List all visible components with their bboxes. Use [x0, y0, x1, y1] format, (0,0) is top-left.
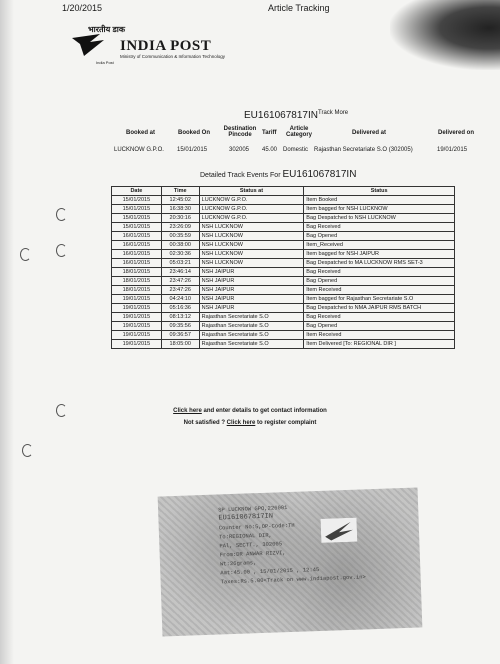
date-cell: 15/01/2015 — [112, 196, 162, 205]
time-cell: 02:30:36 — [161, 250, 199, 259]
logo-name: INDIA POST — [120, 38, 212, 54]
table-row — [112, 268, 455, 277]
table-row — [112, 322, 455, 331]
track-more-link[interactable]: Track More — [318, 110, 349, 116]
status-at-cell: NSH LUCKNOW — [199, 250, 304, 259]
stamp-line: Taxes:Rs.5.00<Track on www.indiapost.gov.in> — [220, 573, 366, 586]
status-cell: Bag Opened — [304, 322, 455, 331]
india-post-emblem-icon — [321, 518, 358, 543]
table-row — [112, 286, 455, 295]
status-cell: Item bagged for Rajasthan Secretariate S.O — [304, 295, 455, 304]
corner-shadow — [390, 0, 500, 70]
status-at-cell: NSH JAIPUR — [199, 295, 304, 304]
page-edge-shadow — [0, 0, 14, 664]
tariff-value: 45.00 — [262, 147, 278, 153]
pincode-header: Destination Pincode — [223, 126, 257, 138]
time-cell: 00:35:59 — [161, 232, 199, 241]
punch-hole — [20, 248, 31, 261]
status-at-cell: NSH LUCKNOW — [199, 241, 304, 250]
table-row — [112, 313, 455, 322]
time-cell: 20:30:16 — [161, 214, 199, 223]
tariff-header: Tariff — [262, 130, 277, 136]
status-at-cell: NSH LUCKNOW — [199, 232, 304, 241]
status-at-cell: NSH JAIPUR — [199, 286, 304, 295]
time-cell: 09:35:56 — [161, 322, 199, 331]
date-cell: 15/01/2015 — [112, 223, 162, 232]
track-events-table — [111, 186, 455, 349]
date-cell: 18/01/2015 — [112, 286, 162, 295]
punch-hole — [22, 444, 33, 457]
status-at-cell: NSH JAIPUR — [199, 304, 304, 313]
status-cell: Bag Opened — [304, 232, 455, 241]
table-row — [112, 295, 455, 304]
table-row — [112, 214, 455, 223]
logo-small-text: India Post — [96, 60, 114, 65]
table-row — [112, 205, 455, 214]
booked-at-header: Booked at — [126, 130, 156, 136]
page-title: Article Tracking — [268, 3, 330, 13]
status-cell: Bag Opened — [304, 277, 455, 286]
complaint-click-here-link[interactable]: Click here — [226, 420, 256, 426]
status-cell: Item Received — [304, 286, 455, 295]
detail-title-prefix: Detailed Track Events For — [200, 172, 281, 179]
date-cell: 15/01/2015 — [112, 214, 162, 223]
date-cell: 16/01/2015 — [112, 241, 162, 250]
time-cell: 23:47:26 — [161, 277, 199, 286]
time-cell: 23:46:14 — [161, 268, 199, 277]
time-cell: 04:24:10 — [161, 295, 199, 304]
date-cell: 16/01/2015 — [112, 232, 162, 241]
complaint-prefix-text: Not satisfied ? — [183, 420, 227, 426]
status-cell: Item bagged for NSH JAIPUR — [304, 250, 455, 259]
delivered-at-value: Rajasthan Secretariate S.O (302005) — [314, 147, 413, 153]
print-date: 1/20/2015 — [62, 3, 103, 13]
status-cell: Item Delivered [To: REGIONAL DIR ] — [304, 340, 455, 349]
stamp-line: PAl, SECTT., 302005 — [219, 540, 283, 550]
track-events-body — [112, 196, 455, 349]
time-cell: 09:36:57 — [161, 331, 199, 340]
time-cell: 23:47:26 — [161, 286, 199, 295]
status-at-cell: NSH LUCKNOW — [199, 223, 304, 232]
status-cell: Item Received — [304, 331, 455, 340]
status-at-cell: Rajasthan Secretariate S.O — [199, 322, 304, 331]
date-cell: 18/01/2015 — [112, 268, 162, 277]
table-row — [112, 232, 455, 241]
table-row — [112, 340, 455, 349]
stamp-line: Counter No:5,OP-Code:TH — [218, 521, 295, 532]
time-cell: 23:26:09 — [161, 223, 199, 232]
detail-title-id: EU161067817IN — [282, 169, 357, 180]
table-row — [112, 223, 455, 232]
column-header-status: Status — [304, 187, 455, 196]
status-at-cell: NSH JAIPUR — [199, 268, 304, 277]
logo-hindi-text: भारतीय डाक — [88, 25, 125, 34]
status-cell: Bag Despatched to NMA JAIPUR RMS BATCH — [304, 304, 455, 313]
status-cell: Bag Despatched to MA LUCKNOW RMS SET-3 — [304, 259, 455, 268]
stamp-line: Amt:45.00 , 15/01/2015 , 12:45 — [220, 565, 320, 577]
status-at-cell: NSH JAIPUR — [199, 277, 304, 286]
stamp-line: To:REGIONAL DIR, — [218, 531, 272, 541]
status-cell: Bag Received — [304, 268, 455, 277]
stamp-line: EU161067817IN — [218, 512, 274, 523]
date-cell: 16/01/2015 — [112, 259, 162, 268]
detail-title — [200, 169, 356, 180]
punch-hole — [56, 208, 67, 221]
pincode-value: 302005 — [229, 147, 250, 153]
status-at-cell: Rajasthan Secretariate S.O — [199, 340, 304, 349]
table-row — [112, 304, 455, 313]
contact-click-here-link[interactable]: Click here — [173, 408, 202, 414]
booked-at-value: LUCKNOW G.P.O. — [114, 147, 164, 153]
booked-on-header: Booked On — [178, 130, 211, 136]
time-cell: 08:13:12 — [161, 313, 199, 322]
table-row — [112, 259, 455, 268]
table-row — [112, 331, 455, 340]
table-row — [112, 250, 455, 259]
date-cell: 19/01/2015 — [112, 322, 162, 331]
column-header-time: Time — [161, 187, 199, 196]
status-cell: Item_Received — [304, 241, 455, 250]
table-row — [112, 241, 455, 250]
date-cell: 19/01/2015 — [112, 331, 162, 340]
status-cell: Bag Despatched to NSH LUCKNOW — [304, 214, 455, 223]
table-header-row — [112, 187, 455, 196]
booked-on-value: 15/01/2015 — [177, 147, 208, 153]
postal-receipt-stamp — [158, 488, 423, 637]
tracking-number: EU161067817IN — [244, 110, 318, 121]
complaint-line — [0, 420, 500, 426]
status-at-cell: LUCKNOW G.P.O. — [199, 214, 304, 223]
date-cell: 18/01/2015 — [112, 277, 162, 286]
date-cell: 19/01/2015 — [112, 340, 162, 349]
date-cell: 19/01/2015 — [112, 313, 162, 322]
time-cell: 18:05:00 — [161, 340, 199, 349]
stamp-line: SP LUCKNOW GPO,226001 — [218, 504, 288, 514]
status-at-cell: LUCKNOW G.P.O. — [199, 205, 304, 214]
date-cell: 15/01/2015 — [112, 205, 162, 214]
status-at-cell: NSH LUCKNOW — [199, 259, 304, 268]
stamp-line: Wt:26grams, — [219, 559, 257, 568]
status-at-cell: Rajasthan Secretariate S.O — [199, 331, 304, 340]
column-header-date: Date — [112, 187, 162, 196]
status-cell: Bag Received — [304, 223, 455, 232]
status-at-cell: Rajasthan Secretariate S.O — [199, 313, 304, 322]
table-row — [112, 196, 455, 205]
contact-info-line — [0, 408, 500, 414]
time-cell: 16:38:30 — [161, 205, 199, 214]
date-cell: 19/01/2015 — [112, 304, 162, 313]
complaint-text: to register complaint — [255, 420, 317, 426]
time-cell: 12:45:02 — [161, 196, 199, 205]
status-at-cell: LUCKNOW G.P.O. — [199, 196, 304, 205]
delivered-on-header: Delivered on — [438, 130, 475, 136]
india-post-logo — [68, 24, 238, 68]
punch-hole — [56, 244, 67, 257]
date-cell: 16/01/2015 — [112, 250, 162, 259]
status-cell: Bag Received — [304, 313, 455, 322]
time-cell: 05:16:36 — [161, 304, 199, 313]
category-value: Domestic — [283, 147, 309, 153]
category-header: Article Category — [285, 126, 312, 138]
contact-info-text: and enter details to get contact information — [201, 408, 327, 414]
logo-subtitle: Ministry of Communication & Information Technology — [120, 54, 225, 59]
table-row — [112, 277, 455, 286]
stamp-line: From:DR ANWAR RIZVI, — [219, 549, 286, 559]
status-cell: Item bagged for NSH LUCKNOW — [304, 205, 455, 214]
delivered-on-value: 19/01/2015 — [437, 147, 468, 153]
column-header-status-at: Status at — [199, 187, 304, 196]
delivered-at-header: Delivered at — [352, 130, 387, 136]
date-cell: 19/01/2015 — [112, 295, 162, 304]
time-cell: 00:38:00 — [161, 241, 199, 250]
status-cell: Item Booked — [304, 196, 455, 205]
time-cell: 05:03:21 — [161, 259, 199, 268]
